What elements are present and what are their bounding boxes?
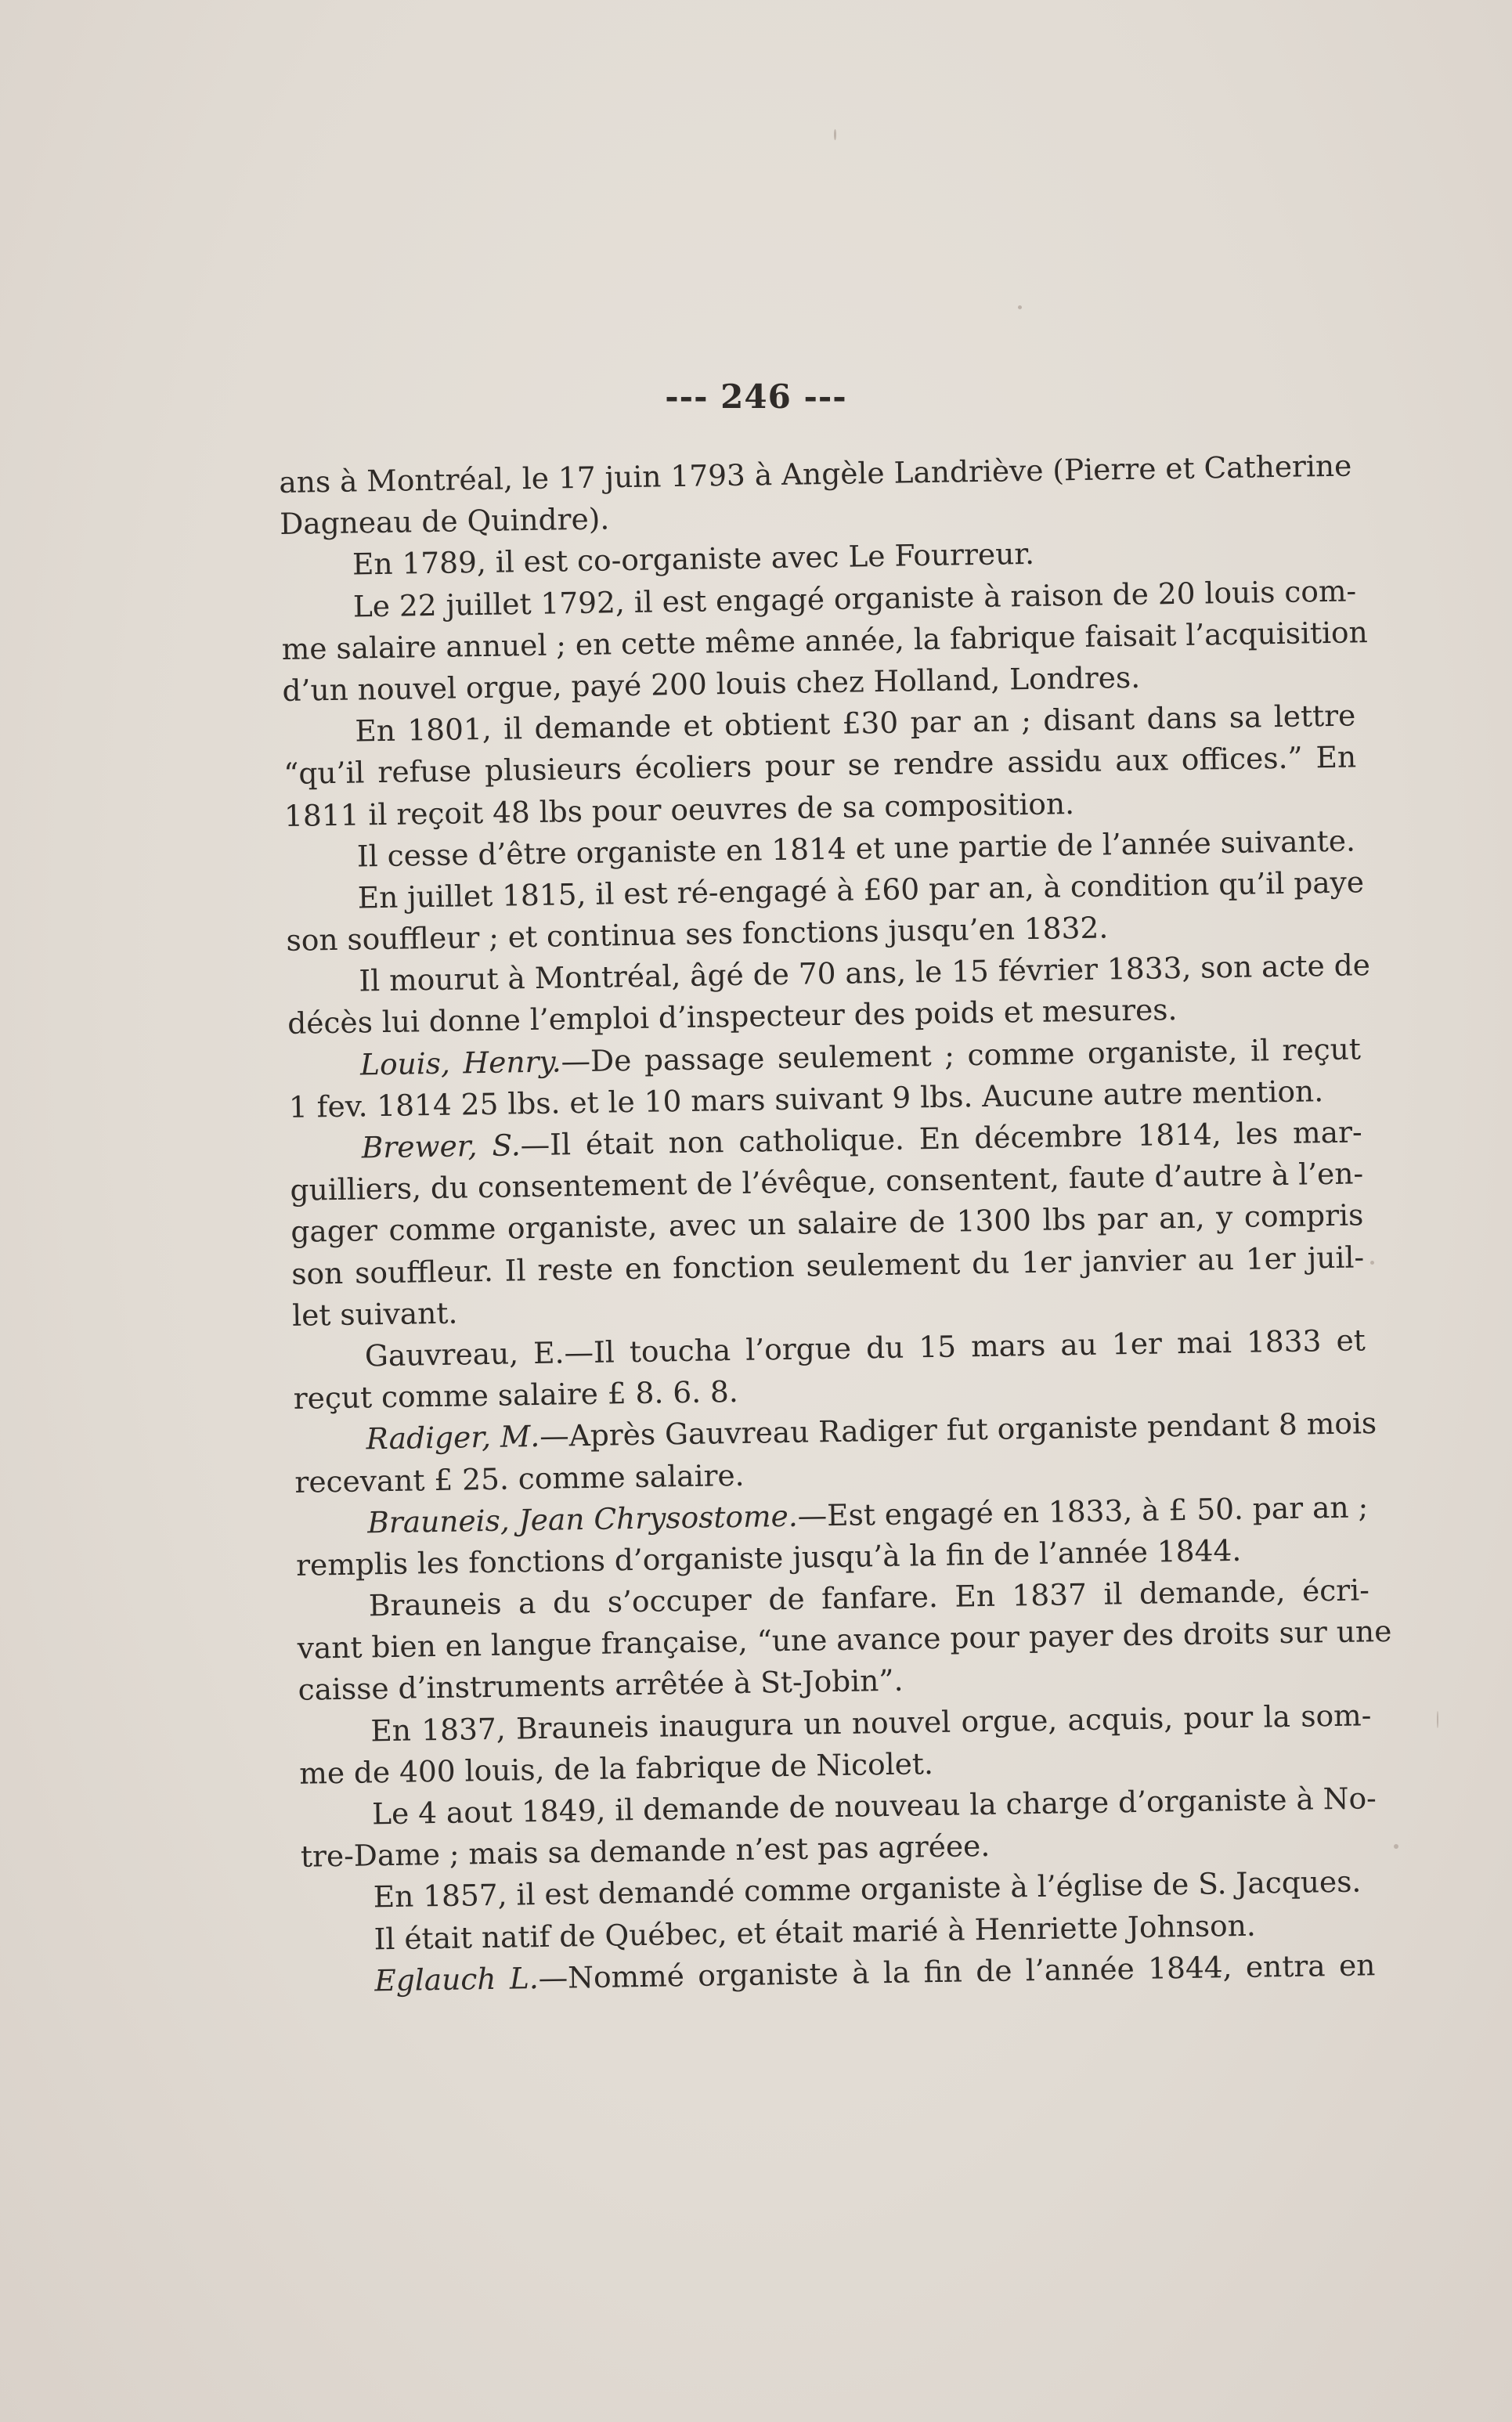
entry-text: —Nommé organiste à la fin de l’année 1844, entra en — [538, 1947, 1376, 1995]
text-line: En 1857, il est demandé comme organiste à l’église de S. Jacques. — [373, 1864, 1362, 1915]
text-line: En 1789, il est co-organiste avec Le Fourreur. — [352, 536, 1035, 582]
text-line: me salaire annuel ; en cette même année, la fabrique faisait l’acquisition — [281, 614, 1369, 666]
text-line: Gauvreau, E.—Il toucha l’orgue du 15 mars au 1er mai 1833 et — [364, 1323, 1366, 1373]
text-line: Dagneau de Quindre). — [279, 501, 610, 542]
text-line: En 1837, Brauneis inaugura un nouvel orgue, acquis, pour la som- — [370, 1697, 1372, 1748]
text-line: Brauneis a du s’occuper de fanfare. En 1837 il demande, écri- — [368, 1572, 1370, 1623]
text-line: Le 22 juillet 1792, il est engagé organiste à raison de 20 louis com- — [352, 572, 1357, 624]
text-line: caisse d’instruments arrêtée à St-Jobin”. — [298, 1663, 904, 1708]
text-line: 1 fev. 1814 25 lbs. et le 10 mars suivant 9 lbs. Aucune autre mention. — [288, 1073, 1324, 1124]
text-line: Le 4 aout 1849, il demande de nouveau la charge d’organiste à No- — [371, 1781, 1377, 1832]
text-line: Il cesse d’être organiste en 1814 et une partie de l’année suivante. — [356, 823, 1356, 874]
entry-text: —De passage seulement ; comme organiste, il reçut — [561, 1031, 1362, 1079]
text-line: En juillet 1815, il est ré-engagé à £60 par an, à condition qu’il paye — [357, 864, 1365, 915]
text-line: “qu’il refuse plusieurs écoliers pour se rendre assidu aux offices.” En — [283, 739, 1357, 792]
text-line: guilliers, du consentement de l’évêque, consentent, faute d’autre à l’en- — [290, 1156, 1364, 1208]
page-number: --- 246 --- — [665, 377, 847, 416]
entry-name: Eglauch L. — [374, 1960, 539, 1998]
paper-speck — [1394, 1844, 1398, 1849]
text-line: décès lui donne l’emploi d’inspecteur des poids et mesures. — [287, 992, 1178, 1041]
text-line: ans à Montréal, le 17 juin 1793 à Angèle Landriève (Pierre et Catherine — [279, 448, 1352, 500]
text-line: vant bien en langue française, “une avance pour payer des droits sur une — [297, 1614, 1392, 1666]
text-line: 1811 il reçoit 48 lbs pour oeuvres de sa composition. — [283, 785, 1075, 833]
entry-text: —Après Gauvreau Radiger fut organiste pendant 8 mois — [539, 1406, 1377, 1454]
body-text — [279, 445, 1392, 2002]
entry-text: —Il était non catholique. En décembre 1814, les mar- — [520, 1114, 1362, 1163]
text-line: remplis les fonctions d’organiste jusqu’à la fin de l’année 1844. — [295, 1532, 1242, 1583]
entry-text: —Est engagé en 1833, à £ 50. par an ; — [797, 1489, 1369, 1533]
text-line: En 1801, il demande et obtient £30 par an ; disant dans sa lettre — [355, 698, 1356, 749]
text-line: d’un nouvel orgue, payé 200 louis chez Holland, Londres. — [282, 659, 1141, 708]
entry-name: Brauneis, Jean Chrysostome. — [366, 1498, 799, 1540]
text-line: Il était natif de Québec, et était marié à Henriette Johnson. — [373, 1908, 1257, 1956]
text-line: gager comme organiste, avec un salaire de 1300 lbs par an, y compris — [290, 1197, 1364, 1250]
text-line: recevant £ 25. comme salaire. — [294, 1457, 745, 1500]
paper-speck — [834, 129, 836, 140]
paper-speck — [1370, 1261, 1374, 1265]
text-line: Il mourut à Montréal, âgé de 70 ans, le 15 février 1833, son acte de — [359, 948, 1371, 998]
text-line: tre-Dame ; mais sa demande n’est pas agréee. — [300, 1828, 991, 1874]
entry-name: Louis, Henry. — [359, 1044, 561, 1082]
paper-speck — [1018, 305, 1022, 309]
text-line: son souffleur ; et continua ses fonctions jusqu’en 1832. — [286, 910, 1109, 958]
text-line: reçut comme salaire £ 8. 6. 8. — [293, 1374, 739, 1416]
text-line: son souffleur. Il reste en fonction seulement du 1er janvier au 1er juil- — [290, 1239, 1365, 1291]
entry-name: Brewer, S. — [361, 1128, 521, 1165]
text-line: let suivant. — [291, 1295, 458, 1333]
text-line: me de 400 louis, de la fabrique de Nicolet. — [298, 1745, 934, 1791]
paper-speck — [1437, 1711, 1438, 1728]
entry-name: Radiger, M. — [366, 1419, 540, 1456]
